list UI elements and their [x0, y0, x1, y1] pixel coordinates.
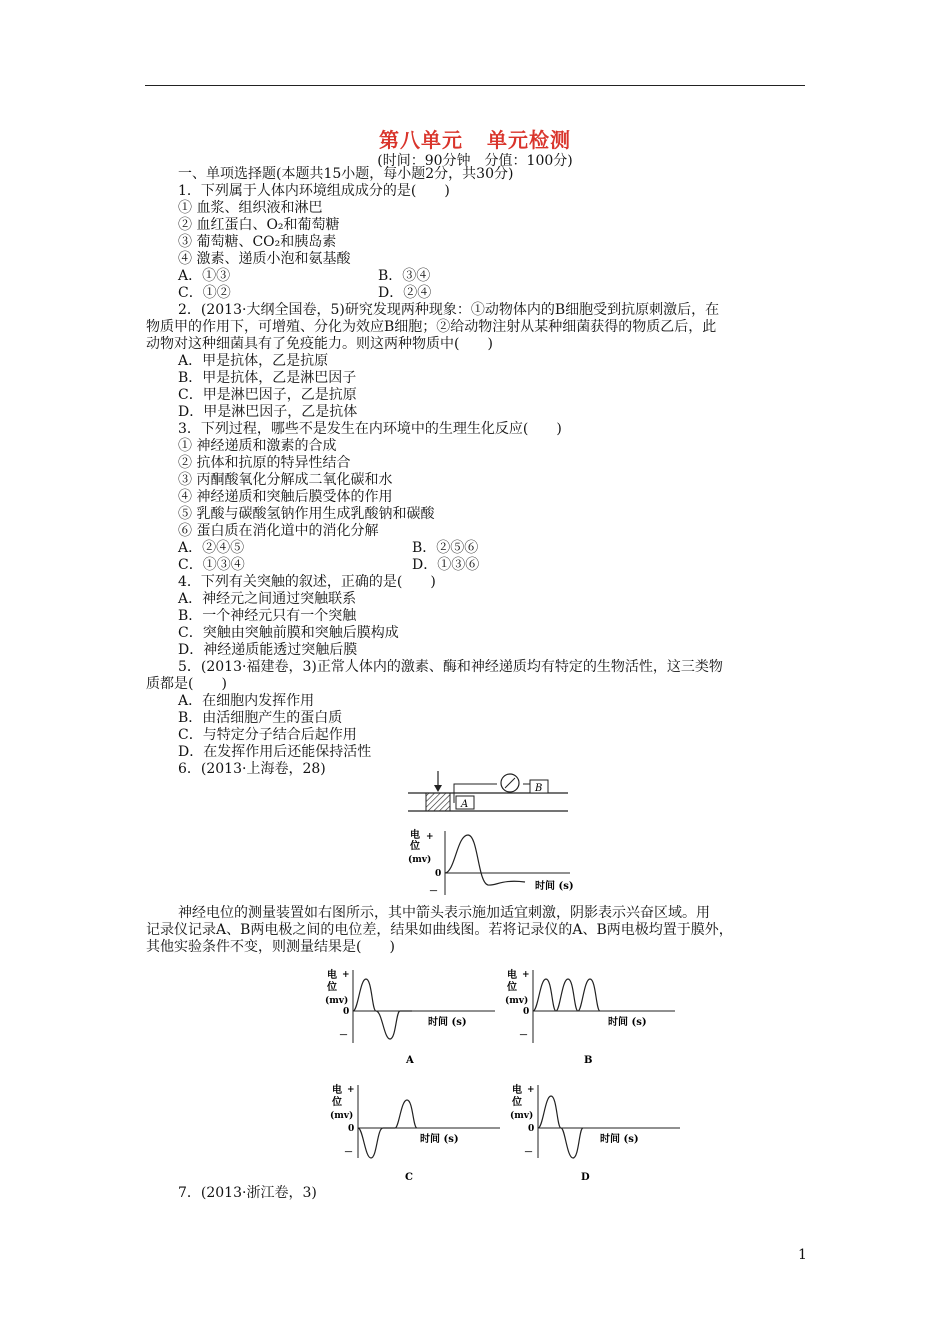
choice-b-curve: [533, 979, 600, 1011]
svg-text:位: 位: [512, 1097, 522, 1108]
stimulus-arrow-icon: [434, 771, 442, 792]
svg-text:位: 位: [507, 982, 517, 993]
svg-text:电: 电: [507, 970, 517, 981]
question-4-stem: 4．下列有关突触的叙述，正确的是( ): [178, 574, 436, 590]
svg-text:(mv): (mv): [330, 1111, 354, 1121]
svg-text:－: －: [524, 1148, 534, 1158]
y-label: 位: [410, 841, 420, 852]
svg-text:－: －: [519, 1031, 529, 1041]
svg-text:0: 0: [348, 1124, 355, 1134]
minus-sign: －: [429, 887, 439, 895]
svg-text:0: 0: [343, 1007, 350, 1017]
q1-option-b: B．③④: [378, 268, 431, 284]
svg-text:位: 位: [332, 1097, 342, 1108]
question-6-stem: 6．(2013·上海卷，28): [178, 761, 326, 777]
nerve-apparatus-figure: [400, 765, 590, 895]
q5-option-d: D．在发挥作用后还能保持活性: [178, 744, 372, 760]
page-number: 1: [798, 1247, 807, 1263]
choice-c-curve: [358, 1100, 417, 1158]
choice-graph-c: [325, 1080, 505, 1185]
q3-item: ③ 丙酮酸氧化分解成二氧化碳和水: [178, 472, 393, 488]
q3-option-c: C．①③④: [178, 557, 245, 573]
q1-option-a: A．①③: [178, 268, 231, 284]
q3-option-b: B．②⑤⑥: [412, 540, 479, 556]
svg-text:电: 电: [512, 1085, 522, 1096]
svg-text:时间 (s): 时间 (s): [608, 1017, 647, 1028]
q5-option-b: B．由活细胞产生的蛋白质: [178, 710, 343, 726]
q5-option-a: A．在细胞内发挥作用: [178, 693, 315, 709]
choice-graph-a: [320, 965, 500, 1070]
q1-item: ④ 激素、递质小泡和氨基酸: [178, 251, 351, 267]
question-2-line: 动物对这种细菌具有了免疫能力。则这两种物质中( ): [146, 336, 493, 352]
choice-label-a: A: [406, 1055, 414, 1066]
q3-option-d: D．①③⑥: [412, 557, 480, 573]
question-2-line: 物质甲的作用下，可增殖、分化为效应B细胞；②给动物注射从某种细菌获得的物质乙后，此: [146, 319, 717, 335]
svg-text:时间 (s): 时间 (s): [420, 1134, 459, 1145]
svg-text:(mv): (mv): [325, 996, 349, 1006]
question-3-stem: 3．下列过程，哪些不是发生在内环境中的生理生化反应( ): [178, 421, 562, 437]
svg-text:0: 0: [523, 1007, 530, 1017]
svg-text:－: －: [344, 1148, 354, 1158]
x-label: 时间 (s): [535, 881, 574, 892]
electrode-b-label: B: [535, 783, 543, 794]
q2-option-a: A．甲是抗体，乙是抗原: [178, 353, 329, 369]
svg-text:位: 位: [327, 982, 337, 993]
meter-icon: [501, 774, 519, 792]
choice-graph-d: [505, 1080, 685, 1185]
section-heading: 一、单项选择题(本题共15小题，每小题2分，共30分): [178, 166, 514, 182]
svg-text:时间 (s): 时间 (s): [600, 1134, 639, 1145]
title-test: 单元检测: [487, 128, 571, 152]
svg-text:(mv): (mv): [505, 996, 529, 1006]
q1-option-d: D．②④: [378, 285, 432, 301]
page-title: [0, 124, 950, 153]
svg-text:－: －: [339, 1031, 349, 1041]
q1-item: ③ 葡萄糖、CO₂和胰岛素: [178, 234, 337, 250]
plus-sign: +: [426, 832, 434, 842]
choice-label-d: D: [581, 1172, 590, 1183]
electrode-a-label: A: [461, 799, 469, 810]
q4-option-c: C．突触由突触前膜和突触后膜构成: [178, 625, 399, 641]
q3-item: ④ 神经递质和突触后膜受体的作用: [178, 489, 393, 505]
q1-item: ① 血浆、组织液和淋巴: [178, 200, 323, 216]
svg-text:0: 0: [528, 1124, 535, 1134]
svg-text:电: 电: [332, 1085, 342, 1096]
zero-label: 0: [435, 869, 442, 879]
question-6-text: 记录仪记录A、B两电极之间的电位差，结果如曲线图。若将记录仪的A、B两电极均置于膜外，: [146, 922, 733, 938]
svg-text:+: +: [347, 1085, 355, 1095]
q2-option-c: C．甲是淋巴因子，乙是抗原: [178, 387, 357, 403]
q2-option-d: D．甲是淋巴因子，乙是抗体: [178, 404, 358, 420]
question-7-stem: 7．(2013·浙江卷，3): [178, 1185, 317, 1201]
q1-item: ② 血红蛋白、O₂和葡萄糖: [178, 217, 340, 233]
svg-text:+: +: [527, 1085, 535, 1095]
svg-text:+: +: [522, 970, 530, 980]
svg-text:电: 电: [327, 970, 337, 981]
q2-option-b: B．甲是抗体，乙是淋巴因子: [178, 370, 357, 386]
q4-option-a: A．神经元之间通过突触联系: [178, 591, 357, 607]
title-unit: 第八单元: [379, 128, 463, 152]
header-rule: [145, 85, 805, 86]
page-subtitle: (时间：90分钟 分值：100分): [377, 153, 573, 169]
y-unit: (mv): [408, 855, 432, 865]
q3-item: ① 神经递质和激素的合成: [178, 438, 337, 454]
q4-option-b: B．一个神经元只有一个突触: [178, 608, 357, 624]
q5-option-c: C．与特定分子结合后起作用: [178, 727, 357, 743]
q3-item: ⑤ 乳酸与碳酸氢钠作用生成乳酸钠和碳酸: [178, 506, 435, 522]
svg-text:+: +: [342, 970, 350, 980]
svg-text:时间 (s): 时间 (s): [428, 1017, 467, 1028]
choice-graph-b: [500, 965, 680, 1070]
question-2-line: 2．(2013·大纲全国卷，5)研究发现两种现象：①动物体内的B细胞受到抗原刺激后，在: [178, 302, 720, 318]
svg-text:(mv): (mv): [510, 1111, 534, 1121]
question-1-stem: 1．下列属于人体内环境组成成分的是( ): [178, 183, 450, 199]
choice-d-curve: [538, 1096, 583, 1158]
question-5-line: 质都是( ): [146, 676, 227, 692]
q4-option-d: D．神经递质能透过突触后膜: [178, 642, 358, 658]
potential-curve: [445, 835, 525, 885]
y-label: 电: [410, 830, 420, 841]
choice-label-c: C: [405, 1172, 413, 1183]
q3-item: ② 抗体和抗原的特异性结合: [178, 455, 351, 471]
question-5-line: 5．(2013·福建卷，3)正常人体内的激素、酶和神经递质均有特定的生物活性，这三类物: [178, 659, 723, 675]
choice-label-b: B: [584, 1055, 593, 1066]
excited-region: [426, 793, 450, 811]
q3-item: ⑥ 蛋白质在消化道中的消化分解: [178, 523, 379, 539]
question-6-text: 神经电位的测量装置如右图所示，其中箭头表示施加适宜刺激，阴影表示兴奋区域。用: [178, 905, 710, 921]
question-6-text: 其他实验条件不变，则测量结果是( ): [146, 939, 395, 955]
choice-a-curve: [353, 979, 412, 1039]
q1-option-c: C．①②: [178, 285, 231, 301]
q3-option-a: A．②④⑤: [178, 540, 245, 556]
